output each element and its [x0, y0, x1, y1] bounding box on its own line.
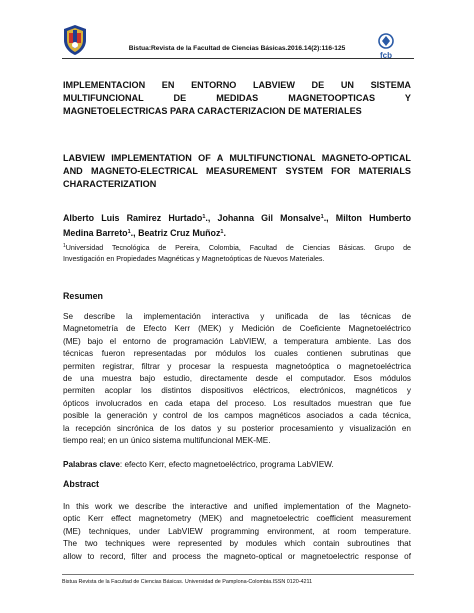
- author-name: Johanna Gil Monsalve: [217, 213, 321, 223]
- resumen-line: la recepción sincrónica de los datos y su posterior procesamiento y visualización en: [63, 423, 411, 433]
- header-divider: [62, 58, 414, 59]
- fcb-logo-text: fcb: [380, 51, 392, 60]
- affiliation-mark: 1: [63, 243, 66, 249]
- page-footer: Bistua Revista de la Facultad de Ciencias Básicas. Universidad de Pamplona-Colombia.ISSN 0120-4211: [62, 579, 313, 585]
- author-separator: .: [223, 228, 226, 238]
- author-affiliation-mark: 1: [127, 229, 131, 235]
- author-separator: .,: [130, 228, 139, 238]
- resumen-body: [63, 311, 411, 447]
- author-affiliation-mark: 1: [220, 229, 224, 235]
- affiliation: [63, 241, 411, 265]
- title-english: [63, 152, 411, 191]
- resumen-line: Se describe la implementación interactiva y unificada de las técnicas de: [63, 312, 411, 321]
- title-spanish: [63, 79, 411, 118]
- author-list: [63, 210, 411, 240]
- resumen-line: técnicas fueron representadas por módulos los cuales contienen subrutinas que: [63, 349, 411, 359]
- footer-divider: [62, 574, 414, 575]
- keywords-label: Palabras clave: [63, 460, 120, 469]
- title-spanish-line: IMPLEMENTACION EN ENTORNO LABVIEW DE UN SISTEMA: [63, 80, 411, 90]
- resumen-line: ópticos involucrados en cada etapa del proceso. Los resultados muestran que fue: [63, 398, 411, 408]
- resumen-heading: Resumen: [63, 291, 103, 301]
- resumen-line: de una muestra bajo estudio, directamente desde el computador. Esos módulos: [63, 374, 411, 384]
- resumen-line: Magnetometría de Efecto Kerr (MEK) y Medición de Coeficiente Magnetoeléctrico: [63, 324, 411, 334]
- abstract-line: In this work we describe the interactive and unified implementation of the Magneto-: [63, 502, 411, 511]
- keywords-text: : efecto Kerr, efecto magnetoeléctrico, programa LabVIEW.: [119, 460, 334, 469]
- affiliation-line: Investigación en Propiedades Magnéticas y Magnetoópticas de Nuevos Materiales.: [63, 255, 325, 263]
- author-name: Milton Humberto: [335, 213, 411, 223]
- resumen-line: posible la generación y control de los campos magnéticos asociados a cada técnica,: [63, 411, 411, 421]
- author-name: Alberto Luis Ramirez Hurtado: [63, 213, 203, 223]
- abstract-line: (ME) techniques, under LabVIEW programming environment, at room temperature.: [63, 526, 411, 536]
- author-line: [63, 225, 411, 240]
- resumen-line: tiempo real; en un único sistema multifuncional MEK-ME.: [63, 436, 271, 446]
- abstract-line: The two techniques were represented by modules which contain subroutines that: [63, 539, 411, 549]
- resumen-line: permiten registrar, filtrar y procesar la respuesta magnetoóptica o magnetoeléctrica: [63, 361, 411, 371]
- title-english-line: LABVIEW IMPLEMENTATION OF A MULTIFUNCTIONAL MAGNETO-OPTICAL: [63, 153, 411, 163]
- author-affiliation-mark: 1: [320, 214, 324, 220]
- author-name: Beatriz Cruz Muñoz: [138, 228, 221, 238]
- abstract-heading: Abstract: [63, 479, 100, 489]
- resumen-line: (ME) bajo el entorno de programación LabVIEW, a temperatura ambiente. Las dos: [63, 336, 411, 346]
- author-separator: .,: [323, 213, 336, 223]
- affiliation-line: [63, 241, 411, 254]
- abstract-line: optic Kerr effect magnetometry (MEK) and magnetoelectric coefficient measurement: [63, 514, 411, 524]
- title-spanish-line: MULTIFUNCIONAL DE MEDIDAS MAGNETOOPTICAS Y: [63, 93, 411, 103]
- author-affiliation-mark: 1: [202, 214, 206, 220]
- affiliation-text: Universidad Tecnológica de Pereira, Colombia, Facultad de Ciencias Básicas. Grupo de: [65, 244, 411, 252]
- title-english-line: AND MAGNETO-ELECTRICAL MEASUREMENT SYSTEM FOR MATERIALS: [63, 166, 411, 176]
- journal-header: Bistua:Revista de la Facultad de Ciencias Básicas.2016.14(2):116-125: [128, 45, 346, 52]
- title-english-line: CHARACTERIZATION: [63, 179, 157, 189]
- author-name: Medina Barreto: [63, 228, 128, 238]
- abstract-line: allow to record, filter and process the magneto-optical or magnetoelectric response of: [63, 551, 411, 561]
- author-separator: .,: [205, 213, 218, 223]
- resumen-line: permiten acoplar los distintos dispositivos eléctricos, electrónicos, magnéticos y: [63, 386, 411, 396]
- keywords: [63, 460, 411, 469]
- abstract-body: [63, 501, 411, 563]
- title-spanish-line: MAGNETOELECTRICAS PARA CARACTERIZACION DE MATERIALES: [63, 106, 362, 116]
- author-line: [63, 210, 411, 225]
